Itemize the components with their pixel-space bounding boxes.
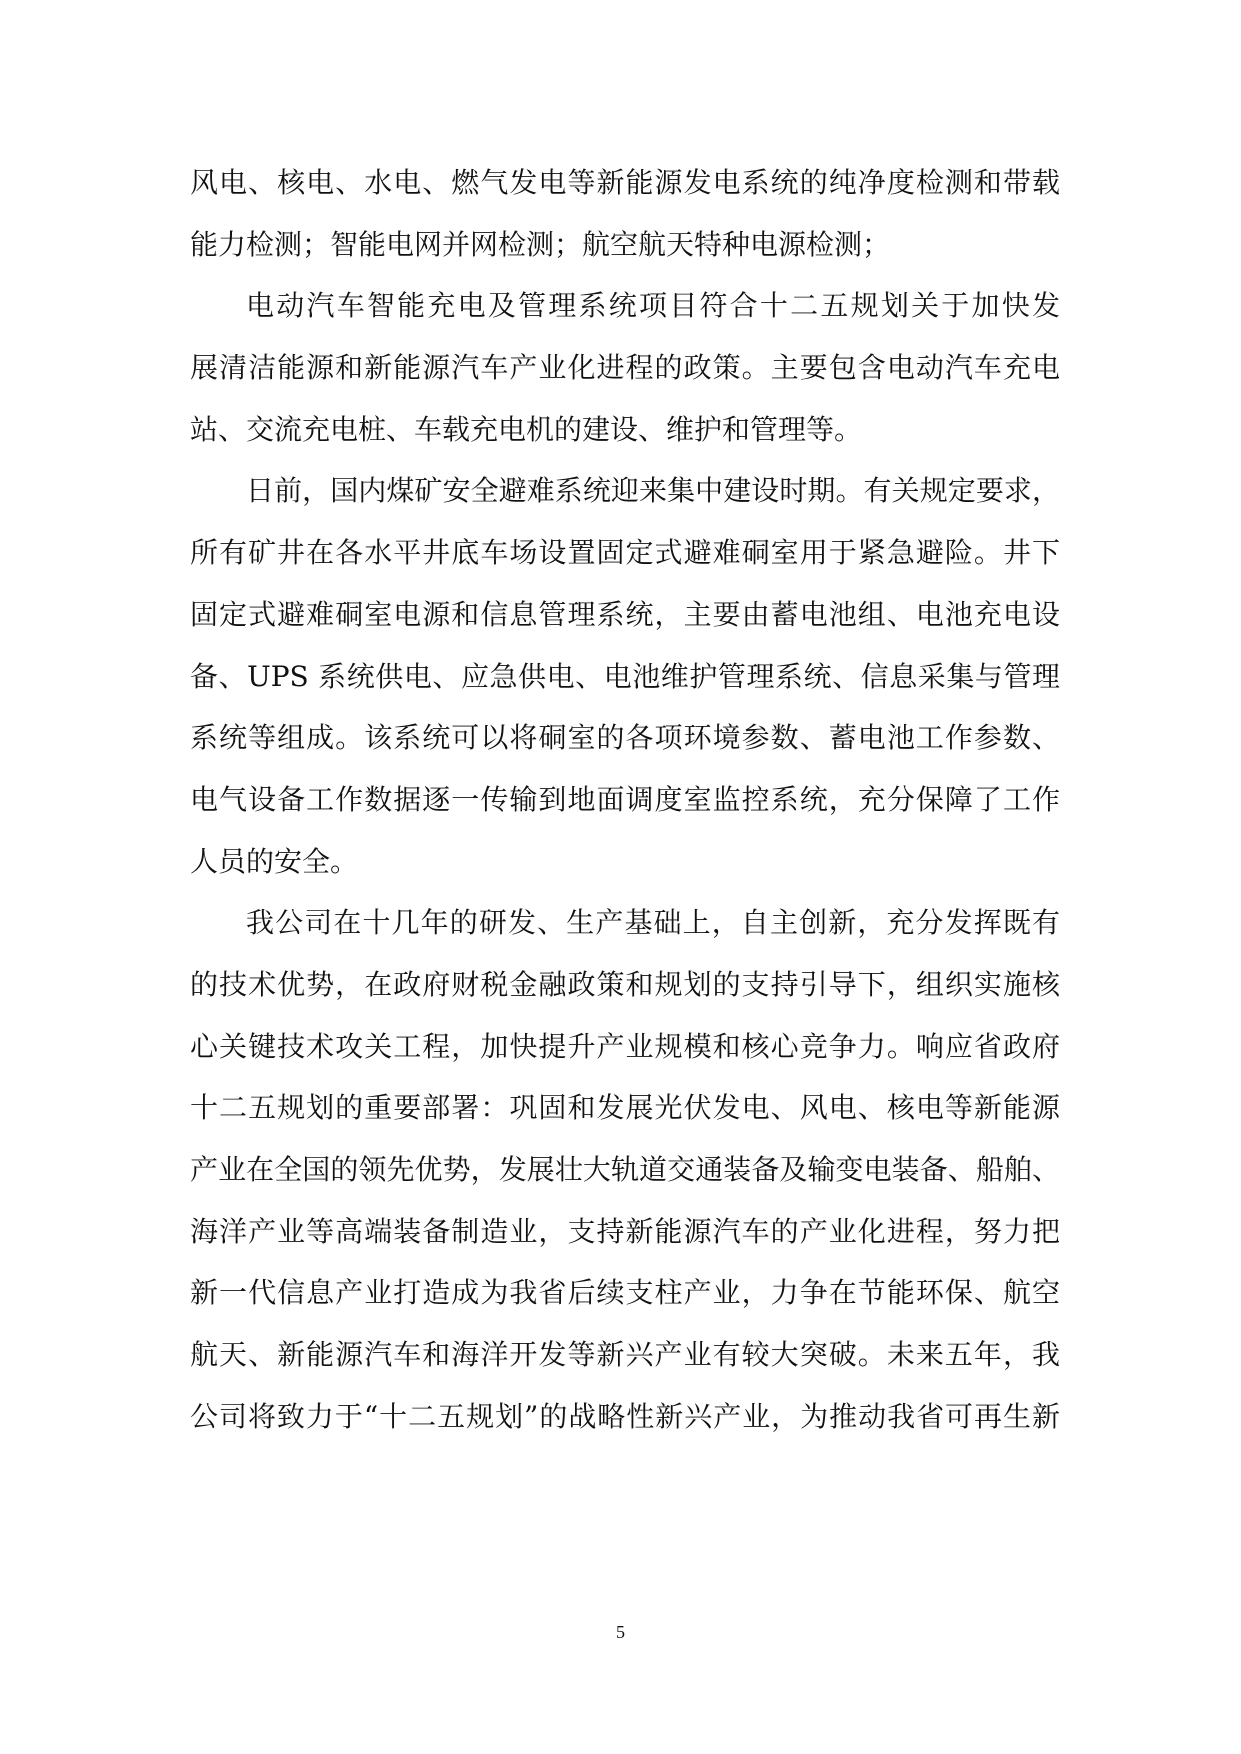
paragraph-company-plan xyxy=(190,892,1060,1447)
text-line: 航天、新能源汽车和海洋开发等新兴产业有较大突破。未来五年，我 xyxy=(190,1338,1060,1372)
text-line: 能力检测；智能电网并网检测；航空航天特种电源检测； xyxy=(190,227,891,261)
text-line: 系统等组成。该系统可以将硐室的各项环境参数、蓄电池工作参数、 xyxy=(190,721,1060,755)
text-line: 海洋产业等高端装备制造业，支持新能源汽车的产业化进程，努力把 xyxy=(190,1214,1060,1248)
text-line: 固定式避难硐室电源和信息管理系统，主要由蓄电池组、电池充电设 xyxy=(190,597,1060,631)
text-line: 所有矿井在各水平井底车场设置固定式避难硐室用于紧急避险。井下 xyxy=(190,536,1060,570)
text-line: 新一代信息产业打造成为我省后续支柱产业，力争在节能环保、航空 xyxy=(190,1276,1060,1310)
text-line: 展清洁能源和新能源汽车产业化进程的政策。主要包含电动汽车充电 xyxy=(190,351,1060,385)
text-line: 人员的安全。 xyxy=(190,844,359,878)
text-line: 产业在全国的领先优势，发展壮大轨道交通装备及输变电装备、船舶、 xyxy=(190,1153,1060,1186)
text-line: 公司将致力于“十二五规划”的战略性新兴产业，为推动我省可再生新 xyxy=(190,1399,1060,1433)
text-line: 心关键技术攻关工程，加快提升产业规模和核心竞争力。响应省政府 xyxy=(190,1029,1060,1063)
text-line: 站、交流充电桩、车载充电机的建设、维护和管理等。 xyxy=(190,412,863,446)
body-text xyxy=(190,152,1060,1447)
paragraph-ev-charging xyxy=(190,275,1060,460)
paragraph-test-scope xyxy=(190,152,1060,275)
text-line: 电动汽车智能充电及管理系统项目符合十二五规划关于加快发 xyxy=(246,289,1060,323)
text-line: 风电、核电、水电、燃气发电等新能源发电系统的纯净度检测和带载 xyxy=(190,166,1060,199)
text-line: 我公司在十几年的研发、生产基础上，自主创新，充分发挥既有 xyxy=(246,906,1060,940)
text-line: 日前，国内煤矿安全避难系统迎来集中建设时期。有关规定要求， xyxy=(246,474,1060,508)
text-line: 备、UPS 系统供电、应急供电、电池维护管理系统、信息采集与管理 xyxy=(190,659,1060,693)
paragraph-mine-refuge xyxy=(190,460,1060,892)
text-line: 十二五规划的重要部署：巩固和发展光伏发电、风电、核电等新能源 xyxy=(190,1091,1060,1125)
page-number: 5 xyxy=(616,1622,625,1642)
text-line: 电气设备工作数据逐一传输到地面调度室监控系统，充分保障了工作 xyxy=(190,782,1060,816)
text-line: 的技术优势，在政府财税金融政策和规划的支持引导下，组织实施核 xyxy=(190,967,1060,1001)
